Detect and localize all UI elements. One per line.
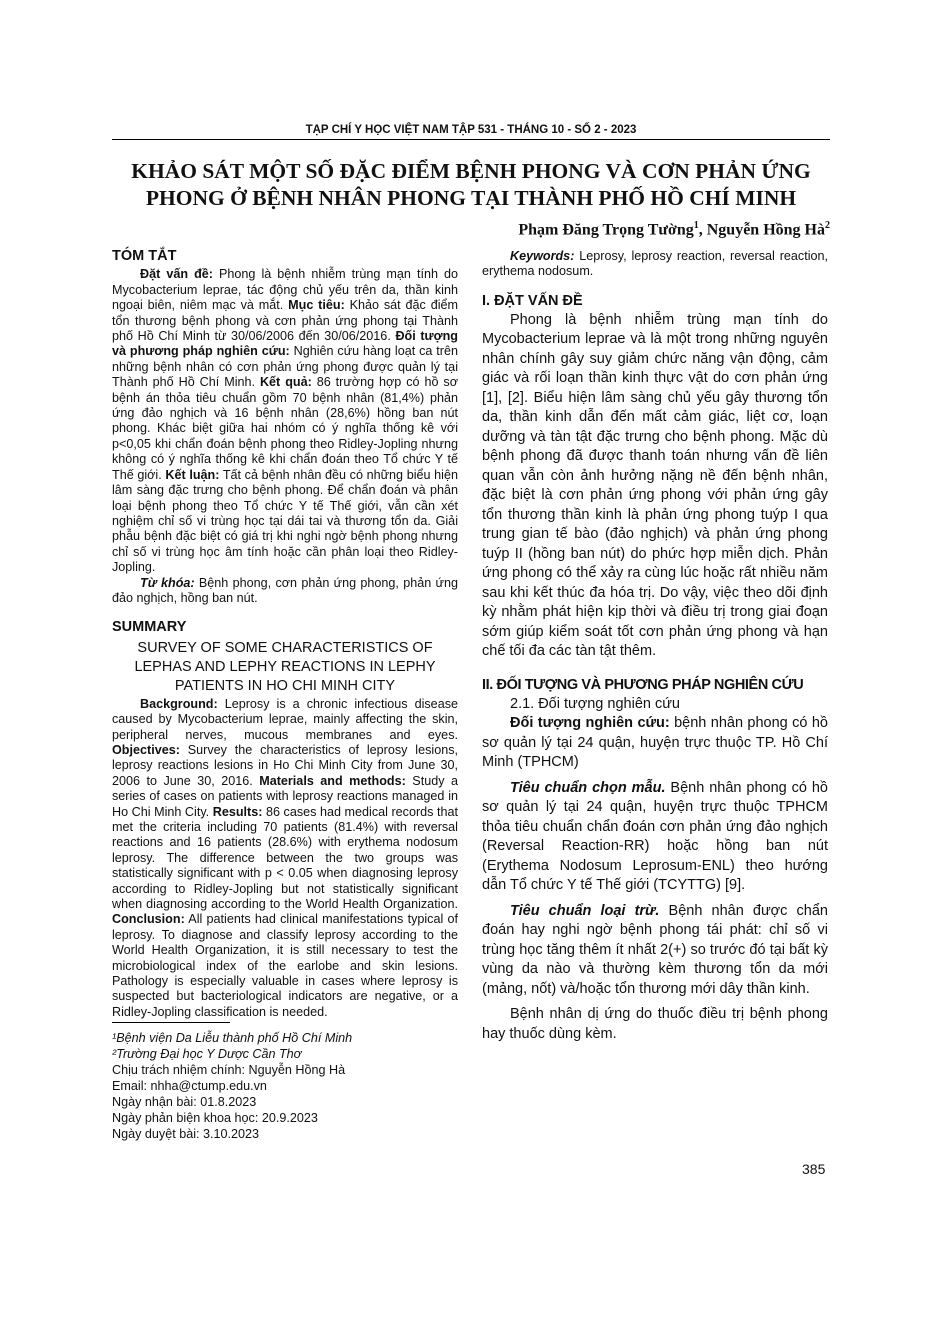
right-column [482, 249, 828, 1044]
abstract-en-title [112, 639, 458, 696]
footnote-email: Email: nhha@ctump.edu.vn [112, 1079, 267, 1093]
abstract-en-result-text: 86 cases had medical records that met the criteria including 70 patients (81.4%) with reversal reactions and 16 patients (28.6%) with erythema nodosum leprosy. The difference between the two groups was statistically significant with p < 0.05 when diagnosing leprosy according to Ridley-Jopling but not statistically significant when diagnosing according to the World Health Organization. [112, 804, 459, 912]
footnote-affiliation-2: ²Trường Đại học Y Dược Cần Thơ [112, 1047, 302, 1061]
abstract-vi-kw-label: Từ khóa: [140, 575, 195, 590]
abstract-vi-method-text: Nghiên cứu hàng loạt ca trên những bệnh nhân có cơn phản ứng phong được quản lý tại Thành phố Hồ Chí Minh. [112, 344, 458, 390]
author-1: Phạm Đăng Trọng Tường [518, 221, 694, 239]
section-2-inclusion-label: Tiêu chuẩn chọn mẫu. [510, 779, 666, 796]
abstract-vi-body [112, 267, 458, 575]
article-title [112, 158, 830, 212]
section-2-subjects-text: bệnh nhân phong có hồ sơ quản lý tại 24 quận, huyện trực thuộc TP. Hồ Chí Minh (TPHCM) [482, 715, 828, 771]
abstract-en-title-line-2: LEPHAS AND LEPHY REACTIONS IN LEPHY [134, 658, 436, 675]
section-2-1-heading: 2.1. Đối tượng nghiên cứu [510, 695, 680, 712]
footnote-rule [112, 1022, 230, 1023]
abstract-vi-concl-label: Kết luận: [165, 467, 220, 482]
section-2-inclusion [482, 779, 828, 896]
abstract-vi-concl-text: Tất cả bệnh nhân đều có những biểu hiện lâm sàng đặc trưng cho bệnh phong. Để chẩn đoán và phân loại bệnh phong theo Tổ chức Y tế Thế giới, vẫn cần xét nghiệm chỉ số vi trùng học tại dái tai và thương tổn da. Giải phẫu bệnh đặc biệt có giá trị khi nghi ngờ bệnh phong nhưng chỉ số vi trùng học âm tính hoặc cần phân loại theo Ridley-Jopling. [112, 467, 458, 575]
footnote-corresponding: Chịu trách nhiệm chính: Nguyễn Hồng Hà [112, 1063, 346, 1077]
header-rule [112, 139, 830, 140]
abstract-en-kw-text: Leprosy, leprosy reaction, reversal reaction, erythema nodosum. [482, 249, 828, 279]
section-2-exclusion-label: Tiêu chuẩn loại trừ. [510, 902, 660, 919]
abstract-vi-bg-label: Đặt vấn đề: [140, 267, 213, 282]
section-2-subjects [482, 714, 828, 773]
abstract-en-kw-label: Keywords: [510, 249, 575, 263]
section-2-heading: II. ĐỐI TƯỢNG VÀ PHƯƠNG PHÁP NGHIÊN CỨU [482, 676, 804, 693]
title-line-2: PHONG Ở BỆNH NHÂN PHONG TẠI THÀNH PHỐ HỒ CHÍ MINH [145, 186, 797, 210]
section-2-inclusion-text: Bệnh nhân phong có hồ sơ quản lý tại 24 quận, huyện trực thuộc TPHCM thỏa tiêu chuẩn chẩn đoán cơn phản ứng đảo nghịch (Reversal Reaction-RR) hoặc hồng ban nút (Erythema Nodosum Leprosum-ENL) theo hướng dẫn Tổ chức Y tế Thế giới (TCYTTG) [9]. [482, 779, 828, 894]
abstract-en-method-text: Study a series of cases on patients with leprosy reactions managed in Ho Chi Minh City. [112, 773, 458, 819]
abstract-vi-heading: TÓM TẮT [112, 248, 177, 264]
section-2-allergy: Bệnh nhân dị ứng do thuốc điều trị bệnh phong hay thuốc dùng kèm. [482, 1006, 828, 1042]
abstract-en-heading: SUMMARY [112, 619, 187, 636]
section-2-exclusion-text: Bệnh nhân được chẩn đoán hay nghi ngờ bệnh phong tái phát: chỉ số vi trùng học tăng thêm ít nhất 2(+) so trước đó tại bất kỳ vùng da nào và thường kèm thương tổn da mới (mảng, nốt) và/hoặc tổn thương mới dây thần kinh. [482, 902, 828, 997]
section-2-subjects-label: Đối tượng nghiên cứu: [510, 715, 670, 732]
abstract-en-title-line-1: SURVEY OF SOME CHARACTERISTICS OF [137, 639, 433, 656]
title-line-1: KHẢO SÁT MỘT SỐ ĐẶC ĐIỂM BỆNH PHONG VÀ CƠN PHẢN ỨNG [131, 159, 811, 183]
abstract-en-result-label: Results: [212, 804, 263, 819]
left-column [112, 249, 458, 1020]
section-2-exclusion [482, 902, 828, 1000]
footnote-accepted: Ngày duyệt bài: 3.10.2023 [112, 1127, 260, 1141]
abstract-vi-obj-text: Khảo sát đặc điểm tổn thương bệnh phong và cơn phản ứng phong tại Thành phố Hồ Chí Minh từ 30/06/2006 đến 30/06/2016. [112, 298, 458, 344]
author-2: Nguyễn Hồng Hà [706, 221, 825, 239]
author-2-affiliation: 2 [825, 220, 830, 231]
abstract-en-bg-label: Background: [140, 696, 218, 711]
abstract-en-title-line-3: PATIENTS IN HO CHI MINH CITY [174, 677, 396, 694]
abstract-vi-result-text: 86 trường hợp có hồ sơ bệnh án thỏa tiêu chuẩn gồm 70 bệnh nhân (81,4%) phản ứng đảo nghịch và 16 bệnh nhân (28,6%) hồng ban nút phong. Khác biệt giữa hai nhóm có ý nghĩa thống kê với p<0,05 khi chẩn đoán bệnh phong theo Ridley-Jopling nhưng không có ý nghĩa thống kê khi chẩn đoán theo Tổ chức Y tế Thế giới. [112, 375, 458, 482]
footnote-received: Ngày nhận bài: 01.8.2023 [112, 1095, 257, 1109]
footnote-reviewed: Ngày phản biện khoa học: 20.9.2023 [112, 1111, 318, 1125]
footnotes [112, 1030, 458, 1142]
journal-header: TẠP CHÍ Y HỌC VIỆT NAM TẬP 531 - THÁNG 10 - SỐ 2 - 2023 [305, 124, 637, 136]
footnote-affiliation-1: ¹Bệnh viện Da Liễu thành phố Hồ Chí Minh [112, 1031, 353, 1045]
abstract-vi-kw-text: Bệnh phong, cơn phản ứng phong, phản ứng đảo nghịch, hồng ban nút. [112, 575, 458, 605]
abstract-en-bg-text: Leprosy is a chronic infectious disease caused by Mycobacterium leprae, mainly affecting the skin, peripheral nerves, mucous membranes and eyes. [112, 696, 458, 742]
abstract-en-obj-label: Objectives: [112, 742, 180, 757]
abstract-en-keywords [482, 249, 828, 280]
author-1-affiliation: 1 [693, 220, 699, 231]
author-separator: , [698, 221, 707, 239]
abstract-vi-keywords [112, 576, 458, 607]
section-1-paragraph: Phong là bệnh nhiễm trùng mạn tính do Mycobacterium leprae và là một trong những nguyên nhân chính gây suy giảm chức năng vận động, cảm giác và rối loạn thần kinh thực vật do cơn phản ứng [1], [2]. Biểu hiện lâm sàng chủ yếu gây thương tổn da, thần kinh dẫn đến mất cảm giác, liệt cơ, loạn dưỡng và tàn tật đặc trưng cho bệnh phong. Mặc dù bệnh phong đã được thanh toán nhưng vấn đề liên quan vẫn còn ảnh hưởng nặng nề đến bệnh nhân, đặc biệt là cơn phản ứng phong với phản ứng gây tổn thương thần kinh là phản ứng phong tuýp I qua trung gian tế bào (đảo nghịch) và phản ứng phong tuýp II (hồng ban nút) do phức hợp miễn dịch. Phản ứng phong có thể xảy ra cùng lúc hoặc rất nhiều năm sau khi kết thúc đa hóa trị. Do vậy, việc theo dõi định kỳ nhằm phát hiện kịp thời và điều trị trong giai đoạn sớm giúp kiểm soát tốt cơn phản ứng phong và hạn chế tối đa các tàn tật thêm. [482, 311, 828, 660]
author-line [518, 220, 830, 239]
section-1-heading: I. ĐẶT VẤN ĐỀ [482, 292, 583, 309]
abstract-en-concl-text: All patients had clinical manifestations typical of leprosy. To diagnose and classify leprosy according to the World Health Organization, it is still necessary to test the microbiological index of the earlobe and skin lesions. Pathology is especially valuable in cases where leprosy is suspected but bacteriological indicators are negative, or a Ridley-Jopling classification is needed. [112, 912, 458, 1019]
abstract-en-obj-text: Survey the characteristics of leprosy lesions, leprosy reactions lesions in Ho Chi Minh City from June 30, 2006 to June 30, 2016. [112, 742, 458, 788]
page-number: 385 [802, 1161, 826, 1177]
abstract-en-method-label: Materials and methods: [259, 773, 406, 788]
abstract-vi-result-label: Kết quả: [259, 375, 312, 390]
abstract-en-concl-label: Conclusion: [112, 912, 185, 927]
abstract-vi-bg-text: Phong là bệnh nhiễm trùng mạn tính do Mycobacterium leprae, tác động chủ yếu trên da, thần kinh ngoại biên, niêm mạc và mắt. [112, 267, 459, 313]
abstract-vi-method-label: Đối tượng và phương pháp nghiên cứu: [112, 329, 458, 359]
abstract-en-body [112, 697, 458, 1021]
abstract-vi-obj-label: Mục tiêu: [288, 298, 345, 313]
